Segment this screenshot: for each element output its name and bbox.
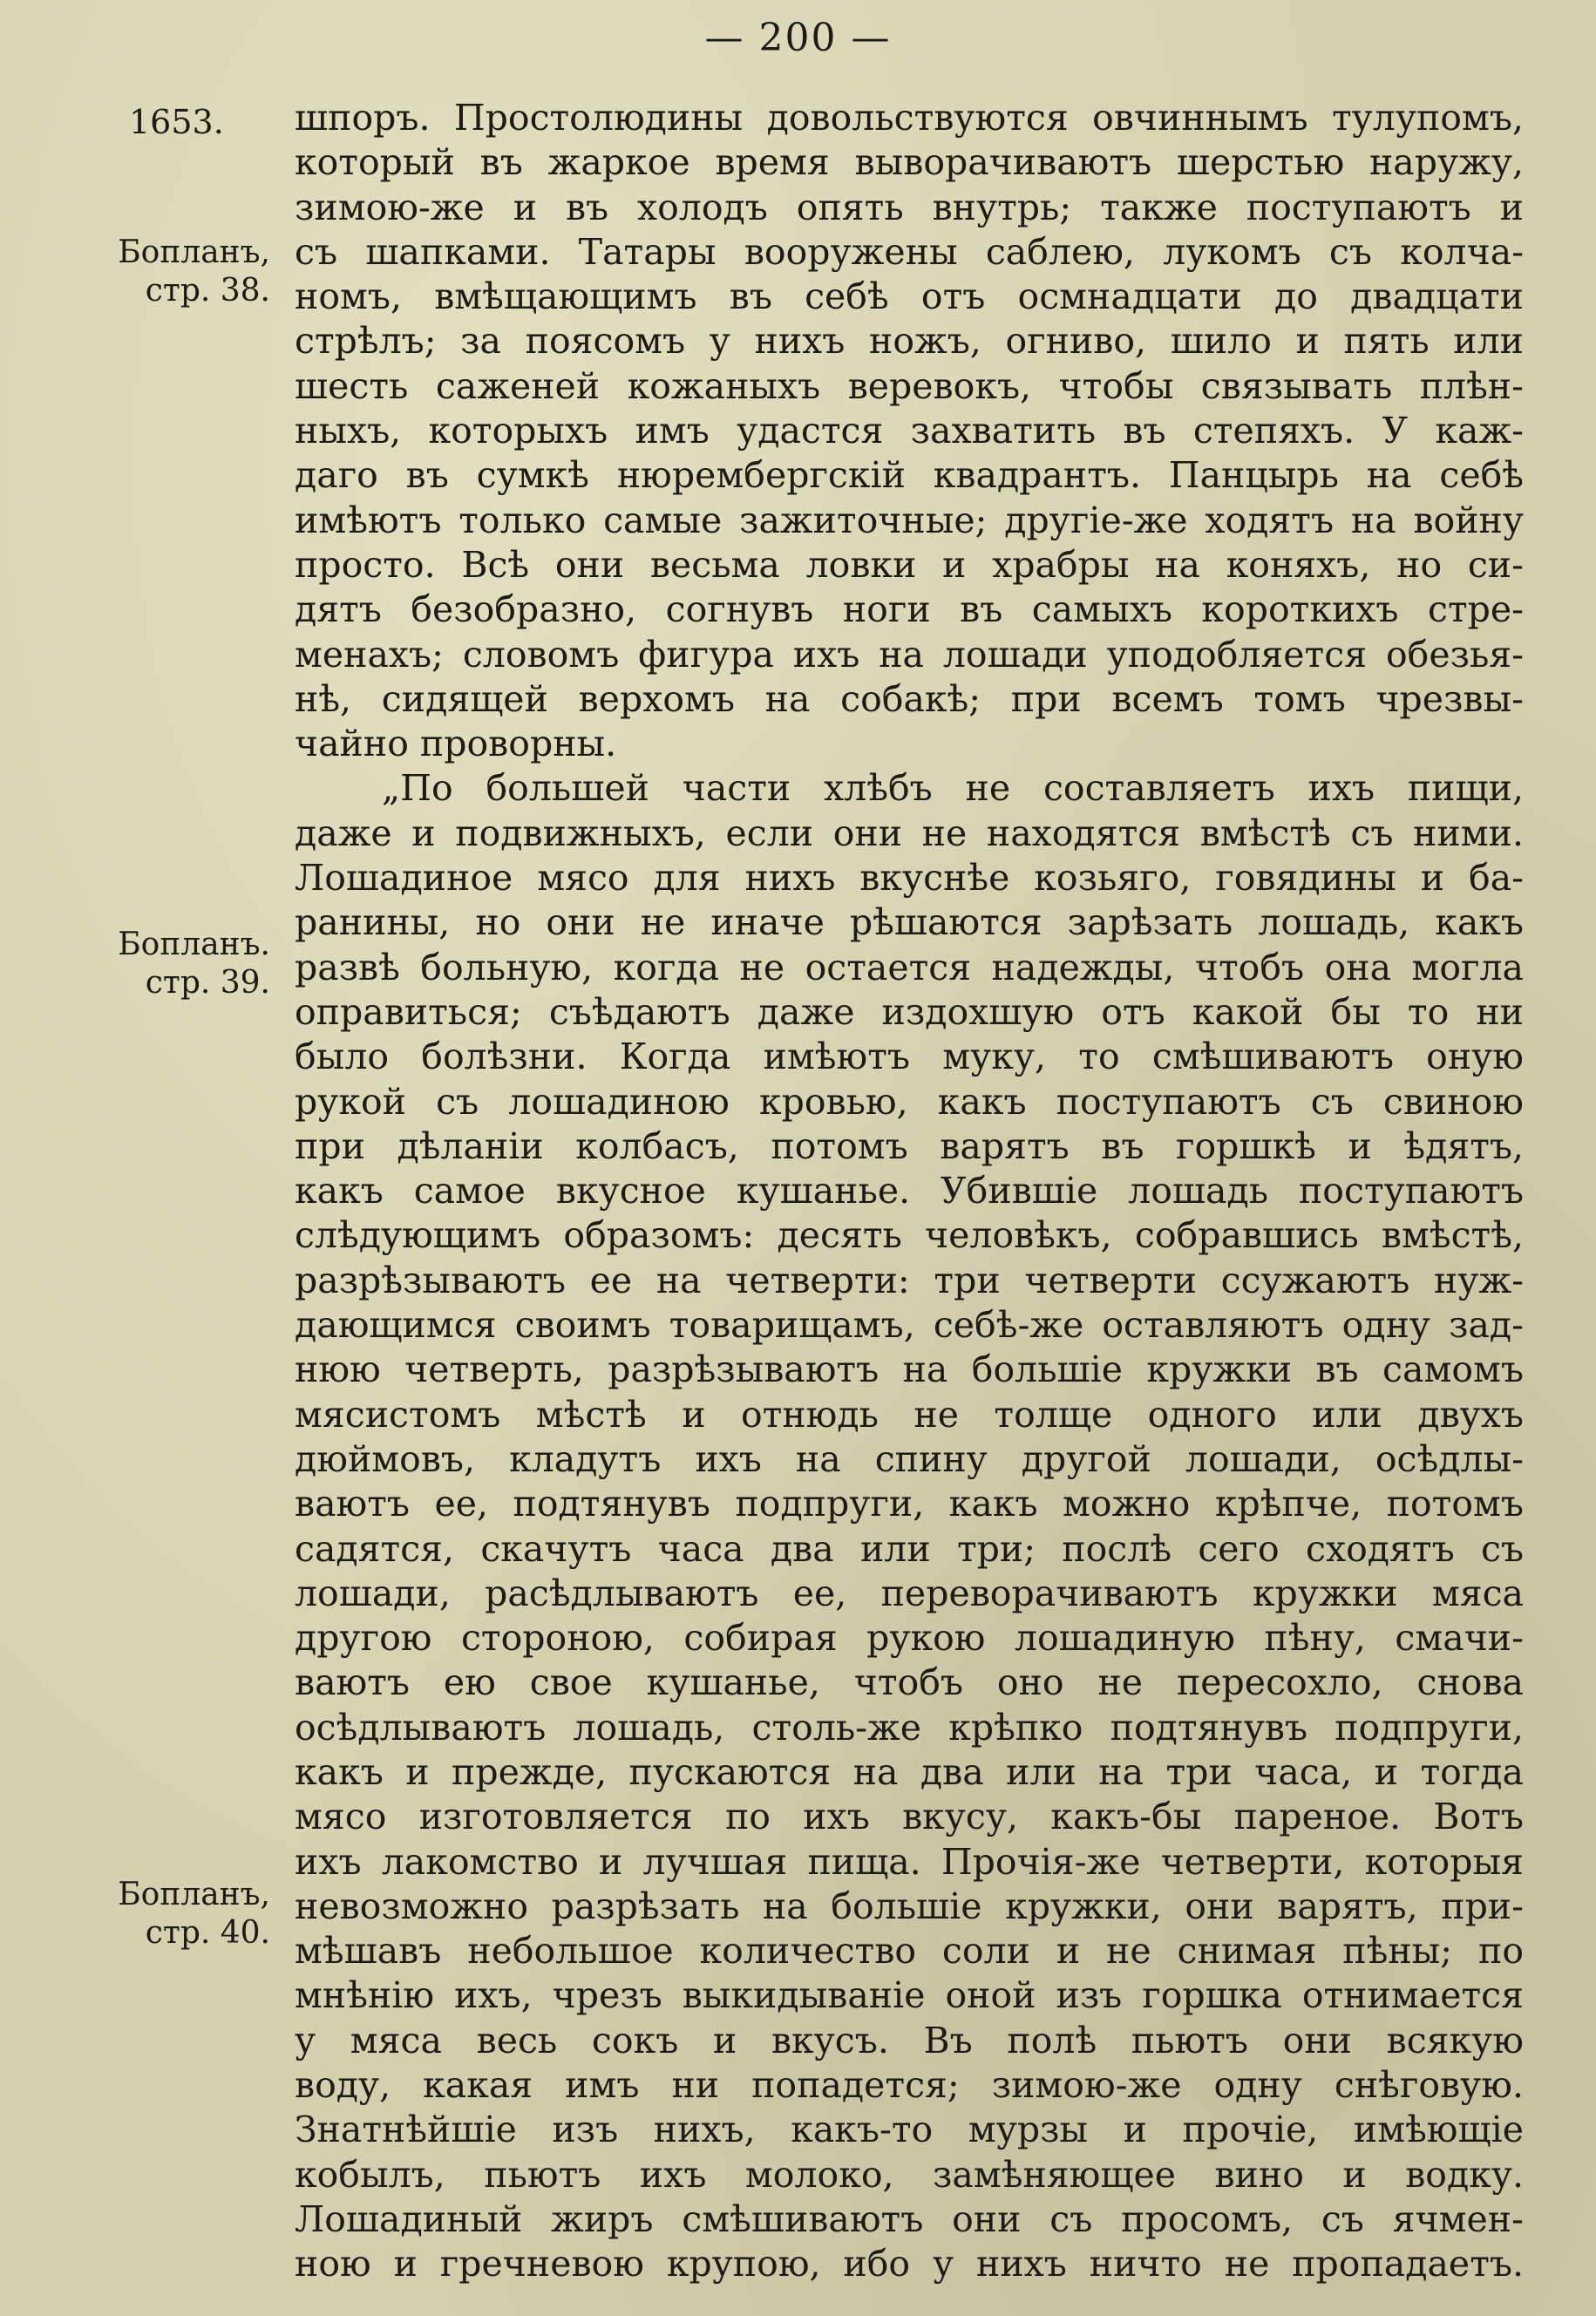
text-line: при дѣланіи колбасъ, потомъ варятъ въ горшкѣ и ѣдятъ, — [295, 1124, 1524, 1167]
text-line: шпоръ. Простолюдины довольствуются овчиннымъ тулупомъ, — [295, 97, 1524, 139]
text-line: нюю четверть, разрѣзываютъ на большіе кружки въ самомъ — [295, 1348, 1524, 1391]
text-line: дюймовъ, кладутъ ихъ на спину другой лошади, осѣдлы- — [295, 1437, 1524, 1480]
text-line: ною и гречневою крупою, ибо у нихъ ничто не пропадаетъ. — [295, 2243, 1524, 2285]
text-line: ранины, но они не иначе рѣшаются зарѣзать лошадь, какъ — [295, 901, 1524, 944]
text-line: ваютъ ею свое кушанье, чтобъ оно не пересохло, снова — [295, 1661, 1524, 1704]
text-line: „По большей части хлѣбъ не составляетъ ихъ пищи, — [382, 767, 1524, 810]
margin-note-boplan-39 — [9, 926, 270, 1002]
margin-note-page: стр. 39. — [145, 965, 270, 1001]
text-line: оправиться; съѣдаютъ даже издохшую отъ какой бы то ни — [295, 990, 1524, 1033]
text-line: другою стороною, собирая рукою лошадиную пѣну, смачи- — [295, 1617, 1524, 1660]
margin-note-author: Бопланъ, — [118, 1877, 270, 1912]
margin-note-boplan-38 — [9, 234, 270, 310]
margin-note-boplan-40 — [9, 1876, 270, 1953]
text-line: садятся, скачутъ часа два или три; послѣ сего сходятъ съ — [295, 1527, 1524, 1570]
text-line: у мяса весь сокъ и вкусъ. Въ полѣ пьютъ они всякую — [295, 2019, 1524, 2061]
text-line: рукой съ лошадиною кровью, какъ поступаютъ съ свиною — [295, 1080, 1524, 1123]
page-number: — 200 — — [704, 16, 892, 60]
text-line: нѣ, сидящей верхомъ на собакѣ; при всемъ томъ чрезвы- — [295, 677, 1524, 720]
text-line: ваютъ ее, подтянувъ подпруги, какъ можно крѣпче, потомъ — [295, 1483, 1524, 1525]
text-line: мнѣнію ихъ, чрезъ выкидываніе оной изъ горшка отнимается — [295, 1974, 1524, 2017]
text-line: стрѣлъ; за поясомъ у нихъ ножъ, огниво, шило и пять или — [295, 320, 1524, 363]
text-line: мѣшавъ небольшое количество соли и не снимая пѣны; по — [295, 1930, 1524, 1973]
text-line: ныхъ, которыхъ имъ удастся захватить въ степяхъ. У каж- — [295, 410, 1524, 452]
text-line: какъ и прежде, пускаются на два или на три часа, и тогда — [295, 1750, 1524, 1793]
text-line: имѣютъ только самые зажиточные; другіе-же ходятъ на войну — [295, 499, 1524, 541]
text-line: Лошадиное мясо для нихъ вкуснѣе козьяго, говядины и ба- — [295, 857, 1524, 900]
margin-note-author: Бопланъ. — [118, 927, 270, 962]
text-line: номъ, вмѣщающимъ въ себѣ отъ осмнадцати до двадцати — [295, 275, 1524, 318]
text-line: слѣдующимъ образомъ: десять человѣкъ, собравшись вмѣстѣ, — [295, 1214, 1524, 1257]
margin-note-page: стр. 40. — [145, 1915, 270, 1951]
text-line: разрѣзываютъ ее на четверти: три четверти ссужаютъ нуж- — [295, 1259, 1524, 1301]
text-line: просто. Всѣ они весьма ловки и храбры на коняхъ, но си- — [295, 543, 1524, 586]
text-line: шесть саженей кожаныхъ веревокъ, чтобы связывать плѣн- — [295, 364, 1524, 407]
text-line: мясистомъ мѣстѣ и отнюдь не толще одного или двухъ — [295, 1393, 1524, 1436]
text-line: было болѣзни. Когда имѣютъ муку, то смѣшиваютъ оную — [295, 1036, 1524, 1078]
text-line: менахъ; словомъ фигура ихъ на лошади уподобляется обезья- — [295, 633, 1524, 676]
text-line: развѣ больную, когда не остается надежды, чтобъ она могла — [295, 946, 1524, 988]
text-line: который въ жаркое время выворачиваютъ шерстью наружу, — [295, 141, 1524, 184]
body-text — [295, 96, 1524, 2287]
text-line: зимою-же и въ холодъ опять внутрь; также поступаютъ и — [295, 186, 1524, 228]
margin-note-author: Бопланъ, — [118, 234, 270, 270]
text-line: ихъ лакомство и лучшая пища. Прочія-же четверти, которыя — [295, 1840, 1524, 1883]
text-line: даго въ сумкѣ нюрембергскій квадрантъ. Панцырь на себѣ — [295, 454, 1524, 497]
text-line: Знатнѣйшіе изъ нихъ, какъ-то мурзы и прочіе, имѣющіе — [295, 2109, 1524, 2151]
text-line: воду, какая имъ ни попадется; зимою-же одну снѣговую. — [295, 2064, 1524, 2107]
text-line: лошади, расѣдлываютъ ее, переворачиваютъ кружки мяса — [295, 1572, 1524, 1614]
text-line: какъ самое вкусное кушанье. Убившіе лошадь поступаютъ — [295, 1170, 1524, 1212]
text-line: даже и подвижныхъ, если они не находятся вмѣстѣ съ ними. — [295, 812, 1524, 854]
margin-note-page: стр. 38. — [145, 273, 270, 309]
text-line: невозможно разрѣзать на большіе кружки, они варятъ, при- — [295, 1885, 1524, 1927]
text-line: Лошадиный жиръ смѣшиваютъ они съ просомъ, съ ячмен- — [295, 2197, 1524, 2240]
text-line: дятъ безобразно, согнувъ ноги въ самыхъ короткихъ стре- — [295, 588, 1524, 631]
text-line: осѣдлываютъ лошадь, столь-же крѣпко подтянувъ подпруги, — [295, 1706, 1524, 1749]
text-line: кобылъ, пьютъ ихъ молоко, замѣняющее вино и водку. — [295, 2153, 1524, 2196]
text-line: мясо изготовляется по ихъ вкусу, какъ-бы пареное. Вотъ — [295, 1796, 1524, 1838]
text-line: чайно проворны. — [295, 723, 617, 765]
text-line: съ шапками. Татары вооружены саблею, лукомъ съ колча- — [295, 230, 1524, 273]
text-line: дающимся своимъ товарищамъ, себѣ-же оставляютъ одну зад- — [295, 1304, 1524, 1347]
margin-year: 1653. — [129, 103, 224, 141]
